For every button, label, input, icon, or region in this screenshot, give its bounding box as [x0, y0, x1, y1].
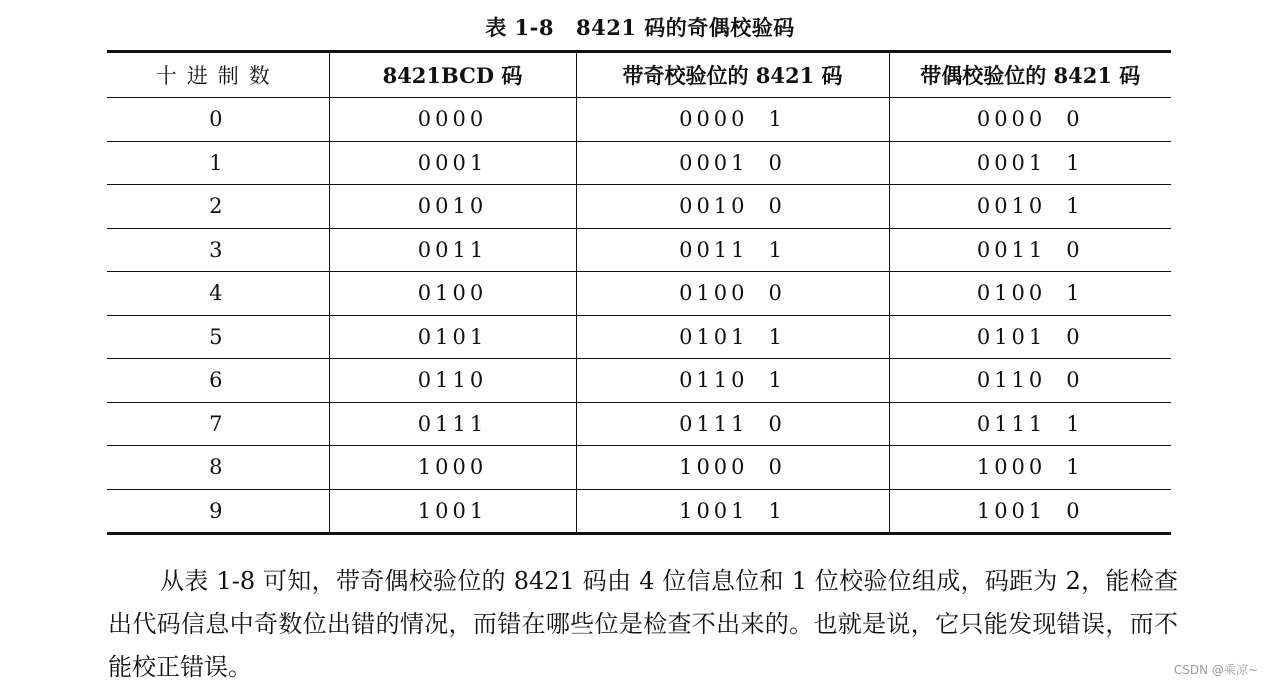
odd-code-value: 0001	[679, 150, 749, 175]
cell-even-parity	[889, 185, 1171, 229]
cell-odd-parity	[576, 185, 889, 229]
cell-odd-parity	[576, 272, 889, 316]
odd-code-value: 0100	[679, 281, 749, 306]
table-row	[107, 489, 1171, 534]
cell-bcd	[329, 446, 576, 490]
even-code-value: 0101	[976, 324, 1047, 349]
odd-parity-bit: 1	[768, 107, 786, 132]
table-row	[107, 446, 1171, 490]
cell-even-parity	[889, 228, 1171, 272]
decimal-value: 2	[209, 194, 227, 219]
cell-odd-parity	[576, 402, 889, 446]
decimal-value: 1	[209, 150, 227, 175]
cell-even-parity	[889, 141, 1171, 185]
even-code-value: 1001	[976, 498, 1047, 523]
watermark: CSDN @乘凉~	[1173, 663, 1258, 677]
table-row	[107, 185, 1171, 229]
even-parity-bit: 1	[1066, 194, 1084, 219]
header-decimal: 十进制数	[107, 52, 329, 98]
even-code-value: 1000	[976, 455, 1047, 480]
cell-odd-parity	[576, 489, 889, 534]
cell-odd-parity	[576, 98, 889, 142]
bcd-value: 0011	[417, 237, 488, 262]
cell-bcd	[329, 359, 576, 403]
bcd-value: 1001	[417, 498, 488, 523]
odd-parity-bit: 1	[768, 368, 786, 393]
cell-even-parity	[889, 489, 1171, 534]
cell-odd-parity	[576, 228, 889, 272]
even-code-value: 0000	[976, 107, 1047, 132]
cell-decimal	[107, 402, 329, 446]
odd-parity-bit: 0	[768, 194, 786, 219]
odd-parity-bit: 0	[768, 150, 786, 175]
cell-bcd	[329, 489, 576, 534]
cell-odd-parity	[576, 141, 889, 185]
even-code-value: 0100	[976, 281, 1047, 306]
table-title: 8421 码的奇偶校验码	[576, 15, 795, 40]
cell-even-parity	[889, 359, 1171, 403]
even-parity-bit: 1	[1066, 455, 1084, 480]
table-row	[107, 315, 1171, 359]
even-parity-bit: 0	[1066, 237, 1084, 262]
bcd-value: 0000	[417, 107, 488, 132]
header-even-parity: 带偶校验位的 8421 码	[889, 52, 1171, 98]
cell-bcd	[329, 185, 576, 229]
table-header-row	[107, 52, 1171, 98]
cell-even-parity	[889, 98, 1171, 142]
cell-even-parity	[889, 446, 1171, 490]
bcd-value: 0010	[417, 194, 488, 219]
cell-decimal	[107, 228, 329, 272]
odd-code-value: 0010	[679, 194, 749, 219]
cell-odd-parity	[576, 359, 889, 403]
even-parity-bit: 0	[1066, 107, 1084, 132]
header-odd-parity: 带奇校验位的 8421 码	[576, 52, 889, 98]
decimal-value: 4	[209, 281, 227, 306]
even-code-value: 0010	[976, 194, 1047, 219]
bcd-value: 0001	[417, 150, 488, 175]
even-code-value: 0001	[976, 150, 1047, 175]
bcd-value: 0100	[417, 281, 488, 306]
odd-code-value: 0000	[679, 107, 749, 132]
bcd-value: 0101	[417, 324, 488, 349]
odd-code-value: 0110	[679, 368, 749, 393]
odd-code-value: 0111	[679, 411, 749, 436]
cell-decimal	[107, 489, 329, 534]
table-row	[107, 272, 1171, 316]
cell-bcd	[329, 98, 576, 142]
odd-parity-bit: 1	[768, 324, 786, 349]
cell-odd-parity	[576, 446, 889, 490]
even-code-value: 0111	[976, 411, 1047, 436]
cell-decimal	[107, 185, 329, 229]
table-row	[107, 141, 1171, 185]
cell-bcd	[329, 315, 576, 359]
even-code-value: 0110	[976, 368, 1047, 393]
even-parity-bit: 0	[1066, 498, 1084, 523]
even-parity-bit: 0	[1066, 368, 1084, 393]
cell-decimal	[107, 359, 329, 403]
table-number: 表 1-8	[485, 15, 554, 40]
decimal-value: 9	[209, 498, 227, 523]
cell-decimal	[107, 141, 329, 185]
odd-code-value: 1000	[679, 455, 749, 480]
table-row	[107, 228, 1171, 272]
odd-parity-bit: 0	[768, 411, 786, 436]
cell-bcd	[329, 272, 576, 316]
cell-decimal	[107, 446, 329, 490]
bcd-value: 0110	[417, 368, 488, 393]
decimal-value: 0	[209, 107, 227, 132]
explanation-paragraph: 从表 1-8 可知，带奇偶校验位的 8421 码由 4 位信息位和 1 位校验位组成，码距为 2，能检查出代码信息中奇数位出错的情况，而错在哪些位是检查不出来的。也就是说，它只能发现错误，而不能校正错误。	[108, 567, 1178, 681]
even-code-value: 0011	[976, 237, 1047, 262]
even-parity-bit: 1	[1066, 281, 1084, 306]
decimal-value: 5	[209, 324, 227, 349]
header-bcd: 8421BCD 码	[329, 52, 576, 98]
cell-decimal	[107, 98, 329, 142]
cell-even-parity	[889, 315, 1171, 359]
decimal-value: 7	[209, 411, 227, 436]
bcd-value: 0111	[417, 411, 488, 436]
even-parity-bit: 1	[1066, 150, 1084, 175]
cell-odd-parity	[576, 315, 889, 359]
cell-decimal	[107, 272, 329, 316]
odd-code-value: 0011	[679, 237, 749, 262]
cell-even-parity	[889, 402, 1171, 446]
cell-bcd	[329, 141, 576, 185]
odd-code-value: 0101	[679, 324, 749, 349]
bcd-value: 1000	[417, 455, 488, 480]
even-parity-bit: 0	[1066, 324, 1084, 349]
cell-bcd	[329, 228, 576, 272]
cell-bcd	[329, 402, 576, 446]
table-row	[107, 359, 1171, 403]
table-caption	[0, 12, 1272, 42]
odd-parity-bit: 0	[768, 455, 786, 480]
decimal-value: 6	[209, 368, 227, 393]
cell-even-parity	[889, 272, 1171, 316]
cell-decimal	[107, 315, 329, 359]
parity-code-table	[107, 50, 1171, 535]
odd-code-value: 1001	[679, 498, 749, 523]
odd-parity-bit: 1	[768, 237, 786, 262]
table-row	[107, 402, 1171, 446]
odd-parity-bit: 1	[768, 498, 786, 523]
table-row	[107, 98, 1171, 142]
decimal-value: 8	[209, 455, 227, 480]
odd-parity-bit: 0	[768, 281, 786, 306]
decimal-value: 3	[209, 237, 227, 262]
even-parity-bit: 1	[1066, 411, 1084, 436]
